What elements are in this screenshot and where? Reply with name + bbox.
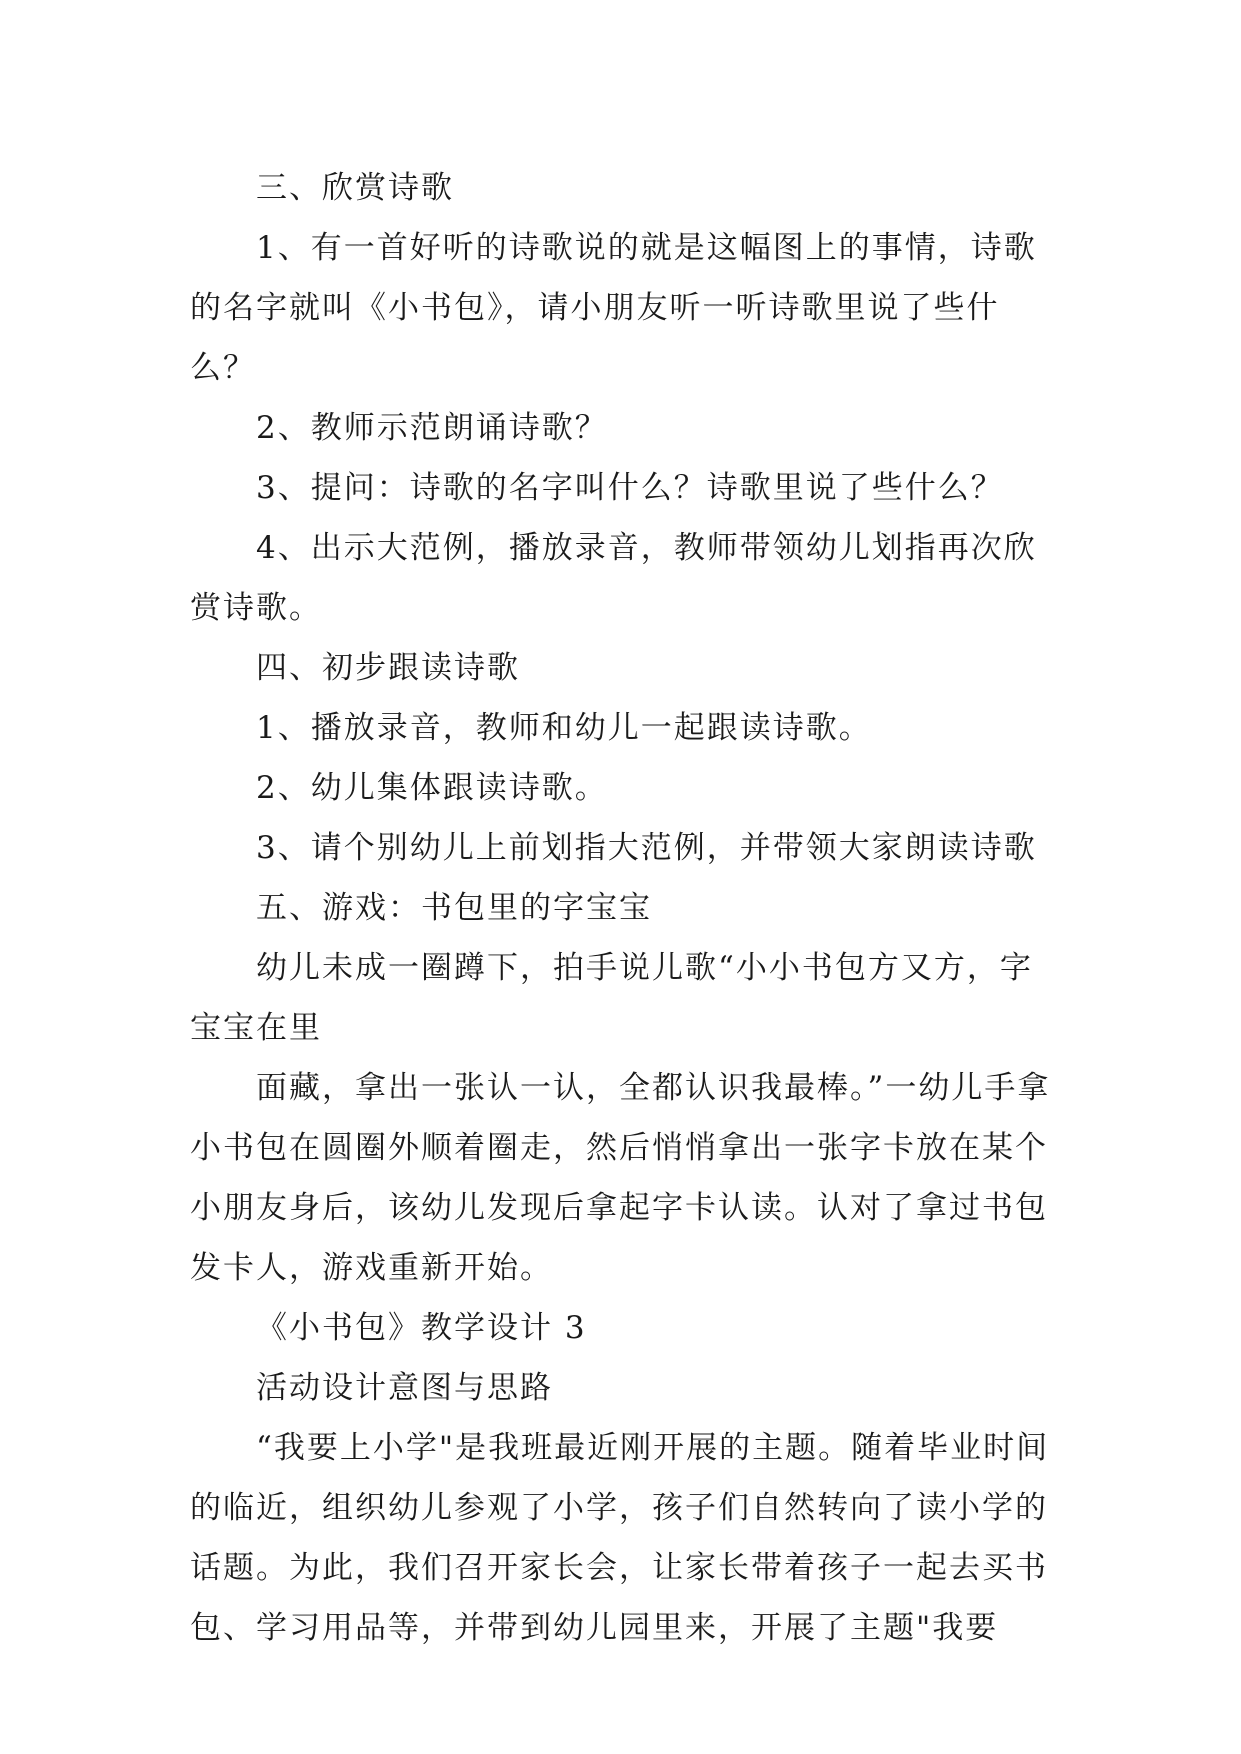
paragraph: 幼儿未成一圈蹲下，拍手说儿歌“小小书包方又方，字宝宝在里 [190,950,1033,1046]
paragraph: 2、幼儿集体跟读诗歌。 [256,770,608,806]
paragraph: “我要上小学"是我班最近刚开展的主题。随着毕业时间的临近，组织幼儿参观了小学，孩子们自然转向了读小学的话题。为此，我们召开家长会，让家长带着孩子一起去买书包、学习用品等，并带到幼儿园里来，开展了主题"我要 [190,1430,1050,1646]
paragraph: 1、有一首好听的诗歌说的就是这幅图上的事情，诗歌的名字就叫《小书包》，请小朋友听一听诗歌里说了些什么？ [190,230,1037,386]
section-heading-follow-reading: 四、初步跟读诗歌 [256,650,520,686]
paragraph: 1、播放录音，教师和幼儿一起跟读诗歌。 [256,710,872,746]
paragraph: 2、教师示范朗诵诗歌？ [256,410,608,446]
section-heading-appreciate-poem: 三、欣赏诗歌 [256,170,454,206]
document-body [190,158,1060,1658]
paragraph: 3、提问：诗歌的名字叫什么？诗歌里说了些什么？ [256,470,1004,506]
section-heading-design-intent: 活动设计意图与思路 [256,1370,553,1406]
paragraph: 4、出示大范例，播放录音，教师带领幼儿划指再次欣赏诗歌。 [190,530,1037,626]
paragraph: 3、请个别幼儿上前划指大范例，并带领大家朗读诗歌 [256,830,1037,866]
document-subtitle: 《小书包》教学设计 3 [256,1310,587,1346]
paragraph: 面藏，拿出一张认一认，全都认识我最棒。”一幼儿手拿小书包在圆圈外顺着圈走，然后悄悄拿出一张字卡放在某个小朋友身后，该幼儿发现后拿起字卡认读。认对了拿过书包发卡人，游戏重新开始。 [190,1070,1051,1286]
section-heading-game: 五、游戏：书包里的字宝宝 [256,890,652,926]
